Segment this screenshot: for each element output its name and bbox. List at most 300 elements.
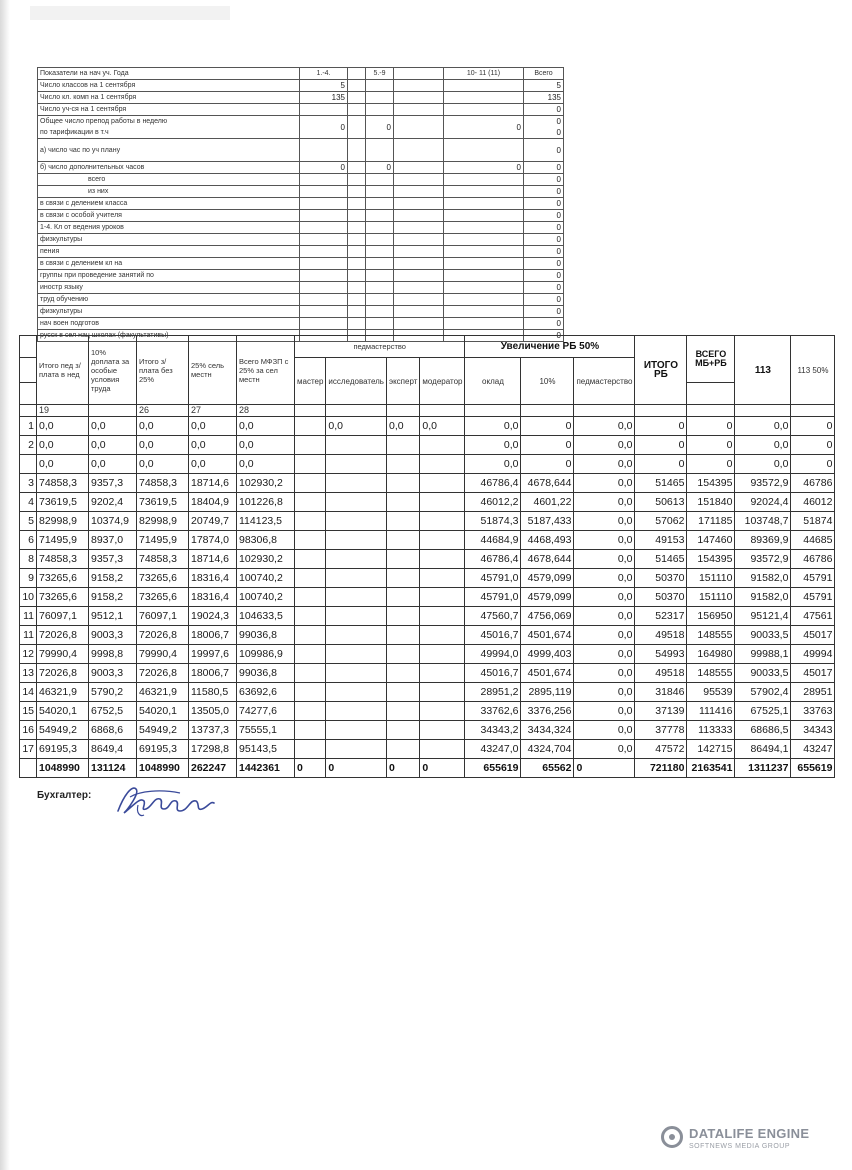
- column-number: 19: [37, 405, 89, 417]
- indicator-value-total: [524, 258, 564, 270]
- table-cell: [386, 474, 419, 493]
- indicator-label: [38, 306, 300, 318]
- column-number: [574, 405, 635, 417]
- table-cell: 46786,4: [465, 474, 521, 493]
- indicator-value-grade1-4: [300, 306, 348, 318]
- table-cell: [326, 493, 387, 512]
- indicator-blank: [394, 210, 444, 222]
- indicator-value-grade1-4: [300, 104, 348, 116]
- table-cell: [295, 474, 326, 493]
- column-number: [735, 405, 791, 417]
- header-expert: эксперт: [386, 358, 419, 405]
- indicator-label-text: пения: [40, 248, 60, 255]
- indicators-row: [38, 116, 564, 139]
- column-number: [295, 405, 326, 417]
- indicator-label: [38, 198, 300, 210]
- indicator-value-total: [524, 234, 564, 246]
- table-cell: 43247,0: [465, 740, 521, 759]
- table-cell: 95121,4: [735, 607, 791, 626]
- table-cell: 4999,403: [521, 645, 574, 664]
- row-number: 2: [20, 436, 37, 455]
- indicator-blank: [348, 294, 366, 306]
- table-cell: 54020,1: [37, 702, 89, 721]
- table-cell: 54949,2: [37, 721, 89, 740]
- table-cell: 44685: [791, 531, 835, 550]
- indicator-value-grade10-11: [444, 294, 524, 306]
- indicator-total-text: 0: [556, 331, 561, 340]
- table-row: [20, 455, 835, 474]
- table-cell: [326, 588, 387, 607]
- table-cell: [420, 550, 465, 569]
- indicator-value-total: [524, 116, 564, 139]
- total-cell: 0: [386, 759, 419, 778]
- table-cell: 92024,4: [735, 493, 791, 512]
- row-number: 4: [20, 493, 37, 512]
- table-cell: 154395: [687, 550, 735, 569]
- indicator-blank: [394, 246, 444, 258]
- indicator-label: [38, 104, 300, 116]
- table-cell: [326, 455, 387, 474]
- indicator-value-grade5-9: [366, 282, 394, 294]
- indicator-blank: [394, 80, 444, 92]
- table-cell: 0,0: [189, 455, 237, 474]
- table-cell: 49518: [635, 626, 687, 645]
- indicator-total-text: 0: [556, 307, 561, 316]
- table-cell: 11580,5: [189, 683, 237, 702]
- indicator-label-text: в связи с делением кл на: [40, 260, 123, 267]
- table-cell: 57062: [635, 512, 687, 531]
- table-cell: 50370: [635, 569, 687, 588]
- table-cell: 52317: [635, 607, 687, 626]
- indicators-row: [38, 198, 564, 210]
- indicator-value-grade5-9: [366, 306, 394, 318]
- column-number: 27: [189, 405, 237, 417]
- indicator-label-text: Число уч-ся на 1 сентября: [40, 106, 127, 113]
- table-cell: [386, 455, 419, 474]
- table-cell: 82998,9: [137, 512, 189, 531]
- table-cell: 33763: [791, 702, 835, 721]
- table-cell: 49153: [635, 531, 687, 550]
- table-cell: [386, 683, 419, 702]
- total-cell: 65562: [521, 759, 574, 778]
- indicator-blank: [394, 186, 444, 198]
- table-cell: 74858,3: [37, 550, 89, 569]
- table-cell: 74858,3: [37, 474, 89, 493]
- indicator-label-text: Число кл. комп на 1 сентября: [40, 94, 137, 101]
- table-cell: 89369,9: [735, 531, 791, 550]
- indicator-blank: [394, 139, 444, 162]
- indicator-value-total: [524, 174, 564, 186]
- indicator-value-grade10-11: 0: [444, 116, 524, 139]
- row-number: 11: [20, 626, 37, 645]
- indicator-total-text: 5: [556, 81, 561, 90]
- indicator-blank: [348, 210, 366, 222]
- table-cell: 0,0: [326, 417, 387, 436]
- table-cell: 73619,5: [37, 493, 89, 512]
- table-cell: 99988,1: [735, 645, 791, 664]
- table-cell: 34343,2: [465, 721, 521, 740]
- indicator-value-grade5-9: [366, 186, 394, 198]
- table-row: [20, 683, 835, 702]
- table-cell: 51465: [635, 550, 687, 569]
- table-cell: 0,0: [37, 436, 89, 455]
- column-number: [20, 405, 37, 417]
- table-cell: 74858,3: [137, 550, 189, 569]
- table-cell: 73619,5: [137, 493, 189, 512]
- indicator-blank: [394, 222, 444, 234]
- table-cell: 45016,7: [465, 664, 521, 683]
- table-cell: 46786: [791, 550, 835, 569]
- table-cell: 47561: [791, 607, 835, 626]
- table-cell: 0: [635, 417, 687, 436]
- indicator-blank: [394, 116, 444, 139]
- indicator-value-total: [524, 246, 564, 258]
- column-number: [791, 405, 835, 417]
- indicator-label: [38, 139, 300, 162]
- indicator-value-grade5-9: [366, 139, 394, 162]
- indicator-label-text: из них: [88, 188, 109, 195]
- table-cell: 9158,2: [89, 569, 137, 588]
- table-cell: [386, 607, 419, 626]
- table-cell: 6868,6: [89, 721, 137, 740]
- row-number: 6: [20, 531, 37, 550]
- indicator-total-text: 0: [556, 211, 561, 220]
- table-cell: 73265,6: [37, 569, 89, 588]
- table-cell: [295, 550, 326, 569]
- indicator-label: [38, 246, 300, 258]
- table-cell: [420, 702, 465, 721]
- table-cell: 6752,5: [89, 702, 137, 721]
- table-cell: 91582,0: [735, 569, 791, 588]
- header-doplata: 10% доплата за особые условия труда: [89, 336, 137, 405]
- header-total-zp: Итого з/плата без 25%: [137, 336, 189, 405]
- column-number: [420, 405, 465, 417]
- table-row: [20, 436, 835, 455]
- table-cell: 4579,099: [521, 569, 574, 588]
- indicator-value-grade1-4: 0: [300, 116, 348, 139]
- indicator-value-grade5-9: 0: [366, 116, 394, 139]
- indicators-row: [38, 234, 564, 246]
- total-cell: 0: [420, 759, 465, 778]
- indicator-total-text: 0: [556, 163, 561, 172]
- table-cell: [326, 569, 387, 588]
- indicator-value-grade10-11: [444, 210, 524, 222]
- indicator-value-grade5-9: 0: [366, 162, 394, 174]
- total-cell: 1048990: [137, 759, 189, 778]
- row-number: 15: [20, 702, 37, 721]
- table-cell: [295, 607, 326, 626]
- total-cell: 0: [326, 759, 387, 778]
- table-cell: 91582,0: [735, 588, 791, 607]
- indicator-value-total: [524, 294, 564, 306]
- table-cell: 69195,3: [137, 740, 189, 759]
- table-cell: 19997,6: [189, 645, 237, 664]
- table-row: [20, 626, 835, 645]
- table-cell: 4601,22: [521, 493, 574, 512]
- indicators-header-grade10-11: 10- 11 (11): [444, 68, 524, 80]
- row-number: 12: [20, 645, 37, 664]
- header-ped-group: педмастерство: [295, 336, 465, 358]
- table-cell: 28951: [791, 683, 835, 702]
- table-cell: 0: [687, 436, 735, 455]
- indicator-value-grade1-4: [300, 222, 348, 234]
- table-cell: [420, 626, 465, 645]
- indicator-value-total: [524, 282, 564, 294]
- indicator-label-text: русск в сел нац школах (факультативы): [40, 332, 169, 339]
- table-cell: 0: [521, 417, 574, 436]
- indicator-label-text: иностр языку: [40, 284, 83, 291]
- table-cell: 74277,6: [237, 702, 295, 721]
- table-cell: 0,0: [574, 493, 635, 512]
- table-cell: 43247: [791, 740, 835, 759]
- header-113: 113: [735, 336, 791, 405]
- table-cell: 46321,9: [37, 683, 89, 702]
- table-cell: [295, 683, 326, 702]
- table-row: [20, 417, 835, 436]
- table-cell: 164980: [687, 645, 735, 664]
- table-cell: [420, 531, 465, 550]
- indicator-total-text: 0: [556, 117, 561, 126]
- table-cell: 45017: [791, 664, 835, 683]
- indicator-value-grade5-9: [366, 270, 394, 282]
- indicator-value-grade5-9: [366, 174, 394, 186]
- indicator-value-grade10-11: [444, 282, 524, 294]
- indicator-blank: [348, 186, 366, 198]
- table-cell: [326, 607, 387, 626]
- table-cell: 17874,0: [189, 531, 237, 550]
- indicator-value-grade5-9: [366, 210, 394, 222]
- indicator-label: [38, 80, 300, 92]
- indicator-value-grade10-11: [444, 258, 524, 270]
- table-cell: 0,0: [574, 588, 635, 607]
- indicator-blank: [394, 270, 444, 282]
- indicator-blank: [394, 162, 444, 174]
- table-cell: 79990,4: [137, 645, 189, 664]
- column-number: [89, 405, 137, 417]
- table-cell: [386, 740, 419, 759]
- table-cell: 47560,7: [465, 607, 521, 626]
- table-cell: 0,0: [89, 417, 137, 436]
- table-cell: 5790,2: [89, 683, 137, 702]
- table-row: [20, 550, 835, 569]
- table-cell: 72026,8: [37, 664, 89, 683]
- indicators-row: [38, 162, 564, 174]
- table-cell: 73265,6: [37, 588, 89, 607]
- table-cell: [295, 417, 326, 436]
- table-cell: 9357,3: [89, 474, 137, 493]
- table-cell: [326, 683, 387, 702]
- table-cell: 71495,9: [37, 531, 89, 550]
- table-cell: [326, 664, 387, 683]
- row-number: 14: [20, 683, 37, 702]
- table-cell: 4501,674: [521, 626, 574, 645]
- indicator-blank: [394, 234, 444, 246]
- indicators-row: [38, 258, 564, 270]
- indicator-blank: [348, 234, 366, 246]
- table-cell: [326, 645, 387, 664]
- total-cell: 1311237: [735, 759, 791, 778]
- indicators-header-blank: [394, 68, 444, 80]
- indicator-value-grade1-4: [300, 294, 348, 306]
- signature-image: [110, 775, 220, 825]
- table-cell: 0: [687, 417, 735, 436]
- indicator-value-total: [524, 306, 564, 318]
- indicator-value-grade10-11: [444, 104, 524, 116]
- table-cell: [386, 531, 419, 550]
- datalife-logo-icon: [661, 1126, 683, 1148]
- indicator-value-grade5-9: [366, 104, 394, 116]
- table-cell: 111416: [687, 702, 735, 721]
- table-cell: 0,0: [574, 531, 635, 550]
- total-cell: 1048990: [37, 759, 89, 778]
- indicator-blank: [394, 258, 444, 270]
- table-cell: [295, 493, 326, 512]
- indicator-value-grade5-9: [366, 234, 394, 246]
- table-cell: [420, 740, 465, 759]
- table-cell: [326, 531, 387, 550]
- total-cell: 655619: [465, 759, 521, 778]
- table-cell: 0,0: [574, 740, 635, 759]
- table-cell: 9003,3: [89, 664, 137, 683]
- table-row: [20, 512, 835, 531]
- total-cell: 131124: [89, 759, 137, 778]
- indicator-label-text: в связи с делением класса: [40, 200, 128, 207]
- table-cell: [420, 607, 465, 626]
- header-researcher: исследователь: [326, 358, 387, 405]
- table-cell: 45016,7: [465, 626, 521, 645]
- table-cell: 93572,9: [735, 550, 791, 569]
- header-113-50: 113 50%: [791, 336, 835, 405]
- table-cell: 33762,6: [465, 702, 521, 721]
- indicator-value-total: [524, 92, 564, 104]
- table-cell: 46012,2: [465, 493, 521, 512]
- indicator-blank: [394, 306, 444, 318]
- indicator-value-grade10-11: [444, 246, 524, 258]
- table-cell: 74858,3: [137, 474, 189, 493]
- header-rural: 25% сель местн: [189, 336, 237, 405]
- row-number: 8: [20, 550, 37, 569]
- table-cell: 18316,4: [189, 569, 237, 588]
- row-number: 16: [20, 721, 37, 740]
- table-cell: 0,0: [89, 436, 137, 455]
- table-cell: 73265,6: [137, 588, 189, 607]
- table-cell: [295, 531, 326, 550]
- indicator-blank: [348, 246, 366, 258]
- indicator-total-text: 0: [556, 283, 561, 292]
- table-cell: [420, 588, 465, 607]
- column-number-row: [20, 405, 835, 417]
- table-cell: 18714,6: [189, 550, 237, 569]
- indicator-blank: [348, 174, 366, 186]
- header-pedmast: педмастерство: [574, 358, 635, 405]
- watermark-subtitle: SOFTNEWS MEDIA GROUP: [689, 1143, 791, 1150]
- indicator-total-text: 0: [556, 128, 561, 137]
- indicator-value-grade1-4: 0: [300, 162, 348, 174]
- table-cell: [386, 626, 419, 645]
- table-cell: 0,0: [735, 417, 791, 436]
- table-cell: 4324,704: [521, 740, 574, 759]
- table-cell: 93572,9: [735, 474, 791, 493]
- row-number: 3: [20, 474, 37, 493]
- table-cell: 68686,5: [735, 721, 791, 740]
- indicator-blank: [348, 139, 366, 162]
- indicators-row: [38, 270, 564, 282]
- indicator-total-text: 0: [556, 247, 561, 256]
- table-cell: 151110: [687, 569, 735, 588]
- indicator-total-text: 0: [556, 175, 561, 184]
- indicator-label-text: по тарификации в т.ч: [40, 129, 109, 136]
- table-cell: 67525,1: [735, 702, 791, 721]
- table-cell: 147460: [687, 531, 735, 550]
- table-cell: 0,0: [189, 436, 237, 455]
- table-cell: 0,0: [574, 626, 635, 645]
- indicator-value-grade5-9: [366, 222, 394, 234]
- indicators-header-blank: [348, 68, 366, 80]
- indicator-value-grade10-11: [444, 80, 524, 92]
- table-cell: 9202,4: [89, 493, 137, 512]
- indicator-blank: [348, 282, 366, 294]
- table-row: [20, 569, 835, 588]
- table-cell: 47572: [635, 740, 687, 759]
- page-edge: [0, 0, 10, 1170]
- indicators-row: [38, 246, 564, 258]
- table-cell: 0,0: [465, 417, 521, 436]
- table-cell: 0,0: [137, 455, 189, 474]
- indicator-value-grade1-4: [300, 139, 348, 162]
- table-cell: [420, 569, 465, 588]
- indicator-blank: [348, 270, 366, 282]
- table-row: [20, 645, 835, 664]
- table-cell: [295, 664, 326, 683]
- table-cell: 69195,3: [37, 740, 89, 759]
- table-cell: 3434,324: [521, 721, 574, 740]
- table-cell: 2895,119: [521, 683, 574, 702]
- table-cell: [386, 550, 419, 569]
- indicator-total-text: 135: [547, 93, 561, 102]
- table-cell: 0,0: [237, 436, 295, 455]
- indicator-value-grade5-9: [366, 294, 394, 306]
- indicator-value-grade5-9: [366, 318, 394, 330]
- table-cell: 154395: [687, 474, 735, 493]
- table-row: [20, 493, 835, 512]
- indicators-row: [38, 139, 564, 162]
- table-cell: 0: [521, 436, 574, 455]
- indicator-value-grade10-11: [444, 92, 524, 104]
- indicator-blank: [394, 294, 444, 306]
- indicator-value-total: [524, 104, 564, 116]
- indicator-total-text: 0: [556, 271, 561, 280]
- indicator-label-text: труд обучению: [40, 296, 89, 303]
- table-cell: [420, 493, 465, 512]
- table-cell: 0,0: [574, 474, 635, 493]
- table-cell: 49994: [791, 645, 835, 664]
- table-cell: 8649,4: [89, 740, 137, 759]
- table-cell: [386, 645, 419, 664]
- indicator-label: [38, 186, 300, 198]
- table-cell: 102930,2: [237, 550, 295, 569]
- table-cell: [326, 512, 387, 531]
- table-cell: 151110: [687, 588, 735, 607]
- indicators-header-grade5-9: 5.-9: [366, 68, 394, 80]
- table-cell: 45791: [791, 588, 835, 607]
- indicators-row: [38, 306, 564, 318]
- table-cell: 0: [635, 436, 687, 455]
- indicator-value-grade1-4: [300, 186, 348, 198]
- table-cell: 0,0: [574, 645, 635, 664]
- table-cell: 0,0: [574, 683, 635, 702]
- table-cell: 0,0: [574, 436, 635, 455]
- table-cell: 45791: [791, 569, 835, 588]
